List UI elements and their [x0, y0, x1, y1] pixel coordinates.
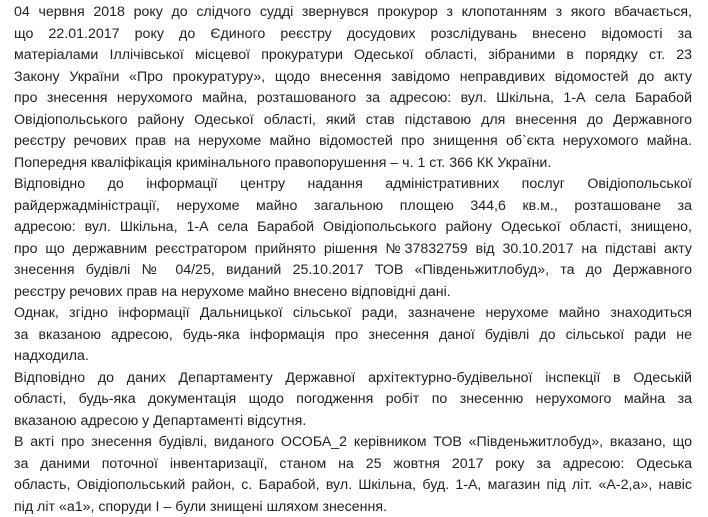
text-line: Овідіопольського району Одеської області, який став підставою для внесення до Державного	[14, 112, 692, 128]
text-line: матеріалами Іллічівської місцевої прокуратури Одеської області, зібраними в порядку ст. 23	[14, 47, 692, 63]
text-line: за даними поточної інвентаризації, станом на 25 жовтня 2017 року за адресою: Одеська	[14, 456, 692, 472]
text-line: знесення будівлі № 04/25, виданий 25.10.2017 ТОВ «Південьжитлобуд», та до Державного	[14, 262, 692, 278]
text-line: за вказаною адресою, будь-яка інформація про знесення даної будівлі до сільської ради не	[14, 327, 692, 343]
text-line: що 22.01.2017 року до Єдиного реєстру досудових розслідувань внесено відомості за	[14, 26, 692, 42]
text-line: 04 червня 2018 року до слідчого судді звернувся прокурор з клопотанням з якого вбачається,	[14, 4, 692, 20]
text-line: Попередня кваліфікація кримінального правопорушення – ч. 1 ст. 366 КК України.	[14, 155, 552, 171]
text-line: область, Овідіопольський район, с. Барабой, вул. Шкільна, буд. 1-А, магазин під літ. «А-2,а», навіс	[14, 477, 692, 493]
text-line: реєстру речових прав на нерухоме майно відомостей про знищення об`єкта нерухомого майна.	[14, 133, 692, 149]
text-line: В акті про знесення будівлі, виданого ОСОБА_2 керівником ТОВ «Південьжитлобуд», вказано, що	[14, 434, 692, 450]
text-line: Закону України «Про прокуратуру», щодо внесення завідомо неправдивих відомостей до акту	[14, 69, 692, 85]
text-line: реєстру речових прав на нерухоме майно внесено відповідні дані.	[14, 284, 451, 300]
text-line: райдержадміністрації, нерухоме майно загальною площею 344,6 кв.м., розташоване за	[14, 198, 692, 214]
text-line: Відповідно до даних Департаменту Державної архітектурно-будівельної інспекції в Одеській	[14, 370, 692, 386]
text-line: Відповідно до інформації центру надання адміністративних послуг Овідіопольської	[14, 176, 692, 192]
text-line: адресою: вул. Шкільна, 1-А села Барабой Овідіопольського району Одеської області, знищено,	[14, 219, 692, 235]
text-line: області, будь-яка документація щодо погодження робіт по знесенню нерухомого майна за	[14, 391, 692, 407]
text-line: Однак, згідно інформації Дальницької сільської ради, зазначене нерухоме майно знаходиться	[14, 305, 692, 321]
text-line: надходила.	[14, 348, 89, 364]
text-line: під літ «а1», споруди І – були знищені шляхом знесення.	[14, 499, 387, 515]
text-line: про що державним реєстратором прийнято рішення №37832759 від 30.10.2017 на підставі акту	[14, 241, 692, 257]
text-line: про знесення нерухомого майна, розташованого за адресою: вул. Шкільна, 1-А села Барабой	[14, 90, 692, 106]
text-line: вказаною адресою у Департаменті відсутня.	[14, 413, 307, 429]
